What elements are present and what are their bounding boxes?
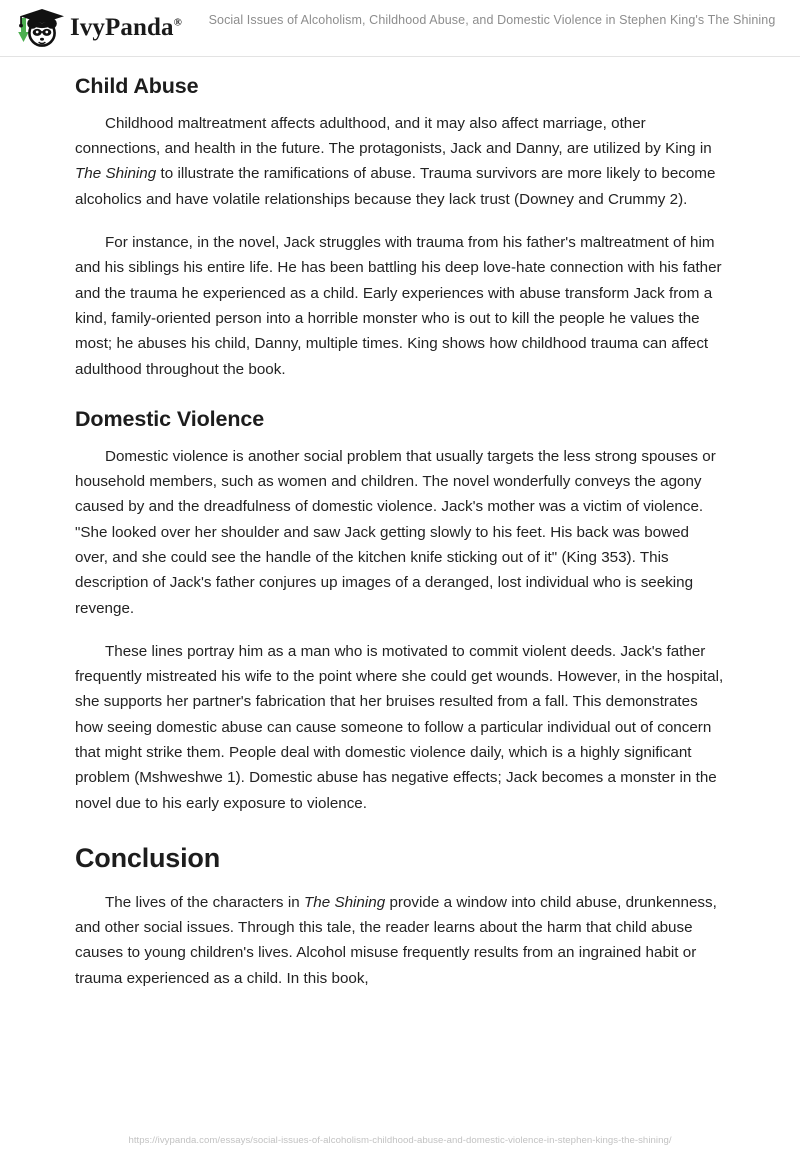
body-paragraph [75, 639, 725, 816]
section-heading: Child Abuse [75, 74, 199, 98]
paragraph-text: These lines portray him as a man who is motivated to commit violent deeds. Jack's father frequently mistreated his wife to the point where she could get wounds. However, in the hospital, she supports her partner's fabrication that her bruises resulted from a fall. This demonstrates how seeing domestic abuse can cause someone to follow a particular individual out of concern that might strike them. People deal with domestic violence daily, which is a highly significant problem (Mshweshwe 1). Domestic abuse has negative effects; Jack becomes a monster in the novel due to his early exposure to violence. [75, 642, 724, 812]
registered-mark: ® [173, 16, 182, 29]
sections-container [75, 57, 725, 991]
document-title: Social Issues of Alcoholism, Childhood Abuse, and Domestic Violence in Stephen King's The Shining [208, 13, 776, 27]
paragraph-text: Domestic violence is another social problem that usually targets the less strong spouses or household members, such as women and children. The novel wonderfully conveys the agony caused by and the dreadfulness of domestic violence. Jack's mother was a victim of violence. "She looked over her shoulder and saw Jack getting slowly to his feet. His back was bowed over, and she could see the handle of the kitchen knife sticking out of it" (King 353). This description of Jack's father conjures up images of a deranged, lost individual who is seeking revenge. [75, 447, 716, 617]
page-header [0, 0, 800, 57]
paragraph-text: provide a window into child abuse, drunkenness, and other social issues. Through this tale, the reader learns about the harm that child abuse causes to young children's lives. Alcohol misuse frequently results from an ingrained habit or trauma experienced as a child. In this book, [75, 893, 717, 987]
section-heading: Conclusion [75, 842, 220, 873]
body-paragraph [75, 890, 725, 991]
body-paragraph [75, 444, 725, 621]
ivypanda-panda-graduate-logo-icon [14, 4, 68, 52]
book-title-italic: The Shining [75, 165, 157, 183]
paragraph-text: The lives of the characters in [105, 893, 304, 911]
paragraph-text: to illustrate the ramifications of abuse. Trauma survivors are more likely to become alcoholics and have volatile relationships because they lack trust (Downey and Crummy 2). [75, 165, 716, 208]
body-paragraph [75, 111, 725, 212]
document-content [0, 57, 800, 1009]
brand-name [70, 14, 182, 42]
book-title-italic: The Shining [303, 893, 386, 911]
brand-logo[interactable] [14, 4, 194, 52]
paragraph-text: Childhood maltreatment affects adulthood, and it may also affect marriage, other connections, and health in the future. The protagonists, Jack and Danny, are utilized by King in [75, 114, 712, 158]
body-paragraph [75, 230, 725, 382]
source-url[interactable]: https://ivypanda.com/essays/social-issues-of-alcoholism-childhood-abuse-and-domestic-violence-in-stephen-kings-the-shining/ [128, 1134, 672, 1146]
page-footer [0, 1120, 800, 1160]
section-heading: Domestic Violence [75, 406, 265, 431]
brand-name-text: IvyPanda [70, 14, 174, 41]
paragraph-text: For instance, in the novel, Jack struggles with trauma from his father's maltreatment of him and his siblings his entire life. He has been battling his deep love-hate connection with his father and the trauma he experienced as a child. Early experiences with abuse transform Jack from a kind, family-oriented person into a horrible monster who is out to kill the people he values the most; he abuses his child, Danny, multiple times. King shows how childhood trauma can affect adulthood throughout the book. [75, 234, 722, 378]
